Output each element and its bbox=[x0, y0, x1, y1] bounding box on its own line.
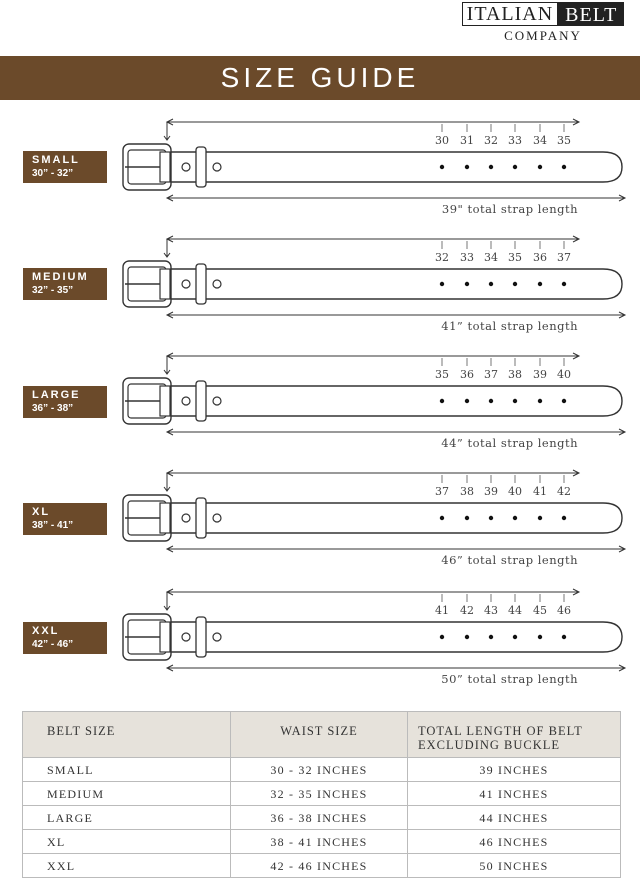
belt-keeper bbox=[196, 617, 206, 657]
hole-number-label: 37 bbox=[557, 251, 571, 264]
sizing-hole bbox=[489, 516, 493, 520]
sizing-hole bbox=[513, 399, 517, 403]
belt-diagram-xxl bbox=[123, 589, 625, 686]
size-name: SMALL bbox=[32, 154, 80, 166]
hole-number-label: 44 bbox=[508, 604, 522, 617]
sizing-hole bbox=[562, 282, 566, 286]
cell-total-length: 41 INCHES bbox=[408, 782, 621, 806]
cell-belt-size: SMALL bbox=[23, 758, 231, 782]
size-range: 36” - 38” bbox=[32, 403, 74, 414]
hole-number-label: 38 bbox=[460, 485, 474, 498]
hole-number-label: 39 bbox=[484, 485, 498, 498]
page-title: SIZE GUIDE bbox=[220, 62, 420, 93]
table-row bbox=[23, 758, 621, 782]
table-row bbox=[23, 854, 621, 878]
hole-number-label: 46 bbox=[557, 604, 571, 617]
table-row bbox=[23, 782, 621, 806]
cell-waist-size: 36 - 38 INCHES bbox=[231, 806, 408, 830]
sizing-hole bbox=[513, 516, 517, 520]
belt-diagram-xl bbox=[123, 470, 625, 567]
rivet-hole bbox=[213, 280, 221, 288]
size-range: 30” - 32” bbox=[32, 168, 74, 179]
hole-number-label: 45 bbox=[533, 604, 547, 617]
sizing-hole bbox=[538, 165, 542, 169]
table-row bbox=[23, 830, 621, 854]
size-range: 38” - 41” bbox=[32, 520, 74, 531]
sizing-hole bbox=[562, 399, 566, 403]
cell-waist-size: 30 - 32 INCHES bbox=[231, 758, 408, 782]
strap-end bbox=[160, 152, 170, 182]
hole-number-label: 37 bbox=[484, 368, 498, 381]
hole-number-label: 42 bbox=[460, 604, 474, 617]
belt-strap bbox=[160, 386, 622, 416]
total-length-label: 44” total strap length bbox=[441, 436, 578, 450]
belt-strap bbox=[160, 269, 622, 299]
hole-number-label: 41 bbox=[435, 604, 449, 617]
hole-number-label: 40 bbox=[508, 485, 522, 498]
sizing-hole bbox=[513, 635, 517, 639]
belt-strap bbox=[160, 152, 622, 182]
sizing-hole bbox=[513, 165, 517, 169]
total-length-label: 39" total strap length bbox=[441, 202, 578, 216]
size-name: LARGE bbox=[32, 389, 81, 401]
sizing-hole bbox=[538, 516, 542, 520]
total-length-label: 46” total strap length bbox=[441, 553, 578, 567]
cell-waist-size: 38 - 41 INCHES bbox=[231, 830, 408, 854]
hole-number-label: 33 bbox=[508, 134, 522, 147]
sizing-hole bbox=[562, 516, 566, 520]
strap-end bbox=[160, 622, 170, 652]
logo-word-italian: ITALIAN bbox=[462, 2, 558, 26]
sizing-hole bbox=[538, 635, 542, 639]
rivet-hole bbox=[213, 633, 221, 641]
hole-number-label: 32 bbox=[484, 134, 498, 147]
size-name: XXL bbox=[32, 625, 60, 637]
hole-number-label: 35 bbox=[557, 134, 571, 147]
rivet-hole bbox=[182, 280, 190, 288]
table-row bbox=[23, 806, 621, 830]
cell-total-length: 46 INCHES bbox=[408, 830, 621, 854]
belt-keeper bbox=[196, 381, 206, 421]
sizing-hole bbox=[440, 516, 444, 520]
hole-number-label: 33 bbox=[460, 251, 474, 264]
sizing-hole bbox=[513, 282, 517, 286]
cell-waist-size: 32 - 35 INCHES bbox=[231, 782, 408, 806]
cell-waist-size: 42 - 46 INCHES bbox=[231, 854, 408, 878]
hole-number-label: 30 bbox=[435, 134, 449, 147]
header-total-length: TOTAL LENGTH OF BELT EXCLUDING BUCKLE bbox=[408, 712, 621, 758]
rivet-hole bbox=[182, 633, 190, 641]
cell-total-length: 39 INCHES bbox=[408, 758, 621, 782]
hole-number-label: 35 bbox=[435, 368, 449, 381]
hole-number-label: 42 bbox=[557, 485, 571, 498]
hole-number-label: 36 bbox=[460, 368, 474, 381]
sizing-hole bbox=[489, 165, 493, 169]
rivet-hole bbox=[213, 397, 221, 405]
size-table bbox=[22, 711, 621, 878]
sizing-hole bbox=[465, 516, 469, 520]
table-header-row bbox=[23, 712, 621, 758]
belt-strap bbox=[160, 503, 622, 533]
hole-number-label: 36 bbox=[533, 251, 547, 264]
hole-number-label: 34 bbox=[533, 134, 547, 147]
hole-number-label: 39 bbox=[533, 368, 547, 381]
hole-number-label: 38 bbox=[508, 368, 522, 381]
rivet-hole bbox=[182, 514, 190, 522]
size-range: 32” - 35” bbox=[32, 285, 74, 296]
size-name: MEDIUM bbox=[32, 271, 89, 283]
rivet-hole bbox=[213, 514, 221, 522]
sizing-hole bbox=[538, 282, 542, 286]
logo-company: COMPANY bbox=[504, 28, 582, 43]
logo-word-belt: BELT bbox=[558, 2, 624, 26]
header-waist-size: WAIST SIZE bbox=[231, 712, 408, 758]
sizing-hole bbox=[562, 165, 566, 169]
belt-diagram-medium bbox=[123, 236, 625, 333]
size-range: 42” - 46” bbox=[32, 639, 74, 650]
sizing-hole bbox=[440, 399, 444, 403]
hole-number-label: 37 bbox=[435, 485, 449, 498]
hole-number-label: 40 bbox=[557, 368, 571, 381]
belt-diagram-small bbox=[123, 119, 625, 216]
sizing-hole bbox=[440, 282, 444, 286]
rivet-hole bbox=[182, 397, 190, 405]
size-name: XL bbox=[32, 506, 51, 518]
hole-number-label: 41 bbox=[533, 485, 547, 498]
rivet-hole bbox=[182, 163, 190, 171]
hole-number-label: 35 bbox=[508, 251, 522, 264]
belt-keeper bbox=[196, 147, 206, 187]
strap-end bbox=[160, 386, 170, 416]
total-length-label: 50” total strap length bbox=[441, 672, 578, 686]
cell-belt-size: XL bbox=[23, 830, 231, 854]
header-belt-size: BELT SIZE bbox=[23, 712, 231, 758]
belt-keeper bbox=[196, 264, 206, 304]
sizing-hole bbox=[489, 399, 493, 403]
rivet-hole bbox=[213, 163, 221, 171]
sizing-hole bbox=[489, 635, 493, 639]
total-length-label: 41” total strap length bbox=[441, 319, 578, 333]
sizing-hole bbox=[440, 165, 444, 169]
cell-total-length: 44 INCHES bbox=[408, 806, 621, 830]
cell-belt-size: XXL bbox=[23, 854, 231, 878]
hole-number-label: 43 bbox=[484, 604, 498, 617]
sizing-hole bbox=[538, 399, 542, 403]
strap-end bbox=[160, 269, 170, 299]
sizing-hole bbox=[465, 399, 469, 403]
sizing-hole bbox=[465, 635, 469, 639]
belt-diagram-large bbox=[123, 353, 625, 450]
cell-total-length: 50 INCHES bbox=[408, 854, 621, 878]
sizing-hole bbox=[440, 635, 444, 639]
hole-number-label: 32 bbox=[435, 251, 449, 264]
cell-belt-size: MEDIUM bbox=[23, 782, 231, 806]
belt-strap bbox=[160, 622, 622, 652]
belt-keeper bbox=[196, 498, 206, 538]
cell-belt-size: LARGE bbox=[23, 806, 231, 830]
strap-end bbox=[160, 503, 170, 533]
sizing-hole bbox=[465, 282, 469, 286]
sizing-hole bbox=[489, 282, 493, 286]
hole-number-label: 34 bbox=[484, 251, 498, 264]
sizing-hole bbox=[465, 165, 469, 169]
sizing-hole bbox=[562, 635, 566, 639]
hole-number-label: 31 bbox=[460, 134, 474, 147]
